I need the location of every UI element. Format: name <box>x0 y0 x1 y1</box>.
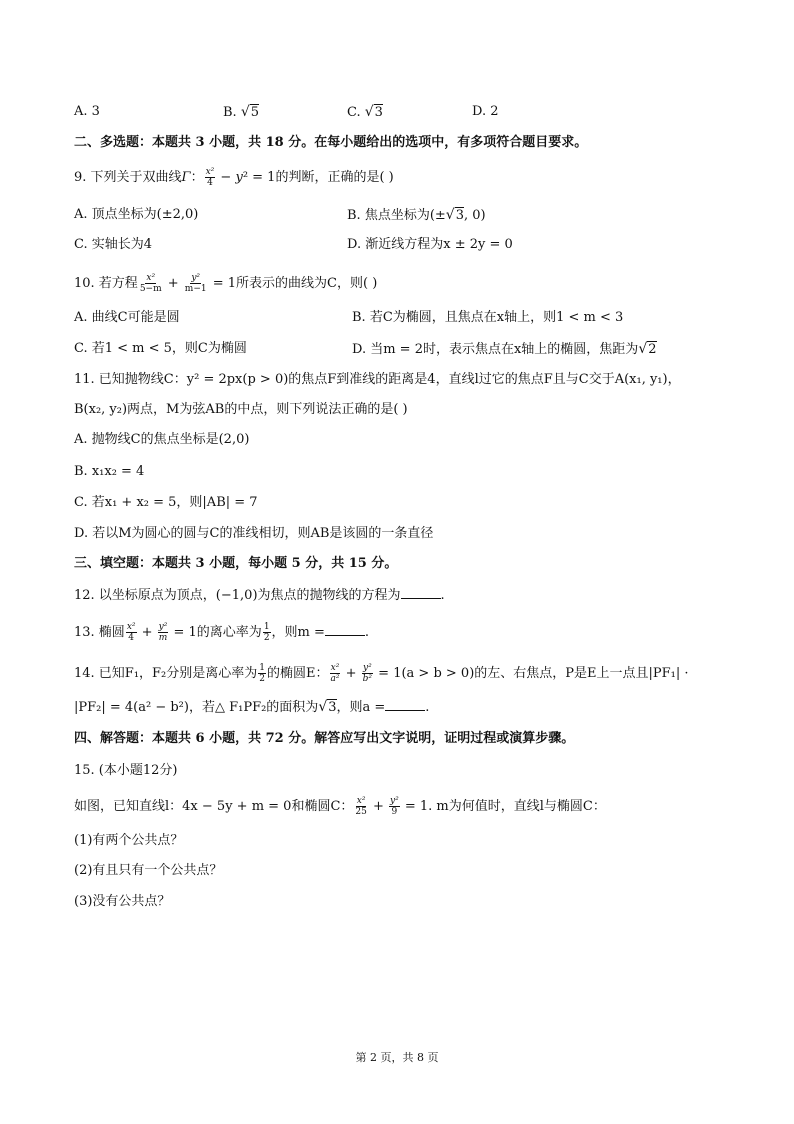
q12-stem: 12. 以坐标原点为顶点，(−1,0)为焦点的抛物线的方程为 . <box>74 588 445 603</box>
q15-part-2: (2)有且只有一个公共点？ <box>74 863 223 878</box>
q11-stem-line1: 11. 已知抛物线C：y² = 2px(p > 0)的焦点F到准线的距离是4，直线l过它的焦点F且与C交于A(x₁, y₁)， <box>74 372 681 387</box>
q11-stem-line2: B(x₂, y₂)两点，M为弦AB的中点，则下列说法正确的是( ) <box>74 402 408 417</box>
page-footer: 第 2 页，共 8 页 <box>355 1051 439 1064</box>
q11-option-a: A. 抛物线C的焦点坐标是(2,0) <box>74 432 250 447</box>
q10-option-b: B. 若C为椭圆，且焦点在x轴上，则1 < m < 3 <box>352 310 624 325</box>
q14-answer-blank[interactable] <box>385 698 425 711</box>
q10-option-d: D. 当m = 2时，表示焦点在x轴上的椭圆，焦距为√2 <box>352 341 657 357</box>
q15-heading: 15. (本小题12分) <box>74 763 178 778</box>
q11-option-d: D. 若以M为圆心的圆与C的准线相切，则AB是该圆的一条直径 <box>74 526 434 541</box>
q9-stem: 9. 下列关于双曲线Γ： $\frac{\text{x²}}{4}$ − y² = 1的判断，正确的是( ) <box>74 167 394 188</box>
q8-option-a: A. 3 <box>74 104 100 119</box>
q8-option-d: D. 2 <box>472 104 499 119</box>
q15-stem: 如图，已知直线l：4x − 5y + m = 0和椭圆C： $\frac{\text{x²}}{25}$ + $\frac{\text{y²}}{9}$ = 1. m为何值时，直线l与椭圆C： <box>74 796 606 817</box>
section-4-heading: 四、解答题：本题共 6 小题，共 72 分。解答应写出文字说明，证明过程或演算步骤。 <box>74 731 575 746</box>
q13-stem: 13. 椭圆 $\frac{\text{x²}}{4}$ + $\frac{\text{y²}}{m}$ = 1的离心率为 $\frac{1}{2}$ ，则m = . <box>74 622 370 643</box>
section-2-heading: 二、多选题：本题共 3 小题，共 18 分。在每小题给出的选项中，有多项符合题目要求。 <box>74 135 588 150</box>
q8-option-b: B. √5 <box>223 104 260 120</box>
q14-stem-line1: 14. 已知F₁，F₂分别是离心率为 $\frac{1}{2}$ 的椭圆E： $\frac{\text{x²}}{\text{a²}}$ + $\frac{\text{y²}}{\text{b²}}$ = 1(a > b > 0)的左、右焦点，P是E上一点且|PF₁| · <box>74 663 689 684</box>
section-3-heading: 三、填空题：本题共 3 小题，每小题 5 分，共 15 分。 <box>74 556 398 571</box>
q10-option-c: C. 若1 < m < 5，则C为椭圆 <box>74 341 247 356</box>
q14-stem-line2: |PF₂| = 4(a² − b²)，若△ F₁PF₂的面积为√3，则a = . <box>74 699 430 715</box>
q8-option-c: C. √3 <box>347 104 383 120</box>
q13-answer-blank[interactable] <box>325 623 365 636</box>
q9-option-b: B. 焦点坐标为(±√3, 0) <box>347 207 486 223</box>
q12-answer-blank[interactable] <box>401 586 441 599</box>
q11-option-b: B. x₁x₂ = 4 <box>74 464 145 479</box>
q11-option-c: C. 若x₁ + x₂ = 5，则|AB| = 7 <box>74 495 258 510</box>
q9-option-c: C. 实轴长为4 <box>74 237 153 252</box>
q10-option-a: A. 曲线C可能是圆 <box>74 310 180 325</box>
q15-part-3: (3)没有公共点？ <box>74 894 171 909</box>
q9-option-a: A. 顶点坐标为(±2,0) <box>74 207 199 222</box>
q10-stem: 10. 若方程 $\frac{\text{x²}}{5-m}$ + $\frac{\text{y²}}{m-1}$ = 1所表示的曲线为C，则( ) <box>74 273 378 294</box>
q15-part-1: (1)有两个公共点？ <box>74 833 184 848</box>
q9-option-d: D. 渐近线方程为x ± 2y = 0 <box>347 237 513 252</box>
